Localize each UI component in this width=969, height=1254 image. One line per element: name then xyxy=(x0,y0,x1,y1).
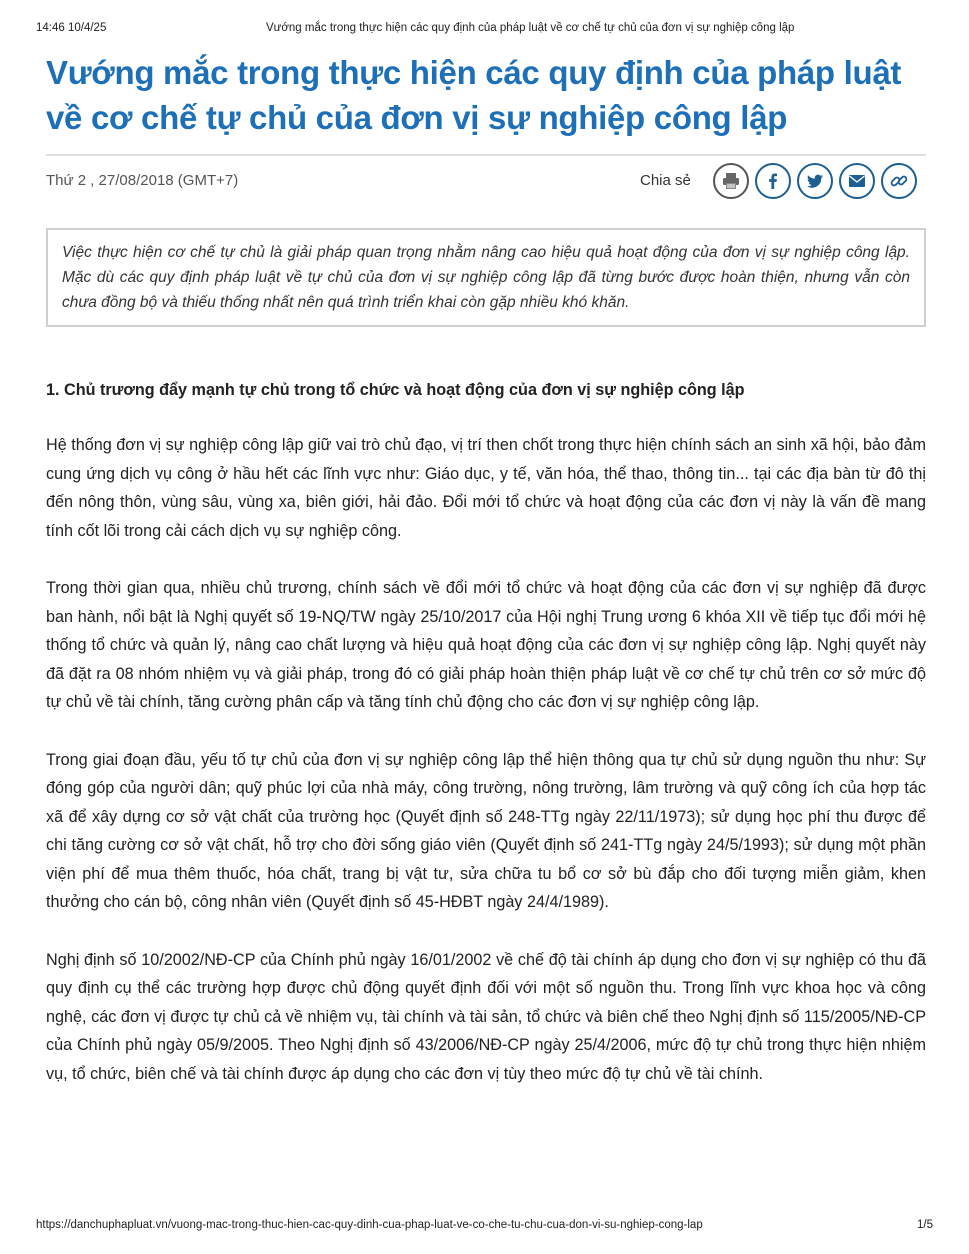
paragraph: Trong thời gian qua, nhiều chủ trương, chính sách về đổi mới tổ chức và hoạt động của các đơn vị sự nghiệp đã được ban hành, nổi bật là Nghị quyết số 19-NQ/TW ngày 25/10/2017 của Hội nghị Trung ương 6 khóa XII về tiếp tục đổi mới hệ thống tổ chức và quản lý, nâng cao chất lượng và hiệu quả hoạt động của các đơn vị sự nghiệp công lập. Nghị quyết này đã đặt ra 08 nhóm nhiệm vụ và giải pháp, trong đó có giải pháp hoàn thiện pháp luật về cơ chế tự chủ trên cơ sở mức độ tự chủ về tài chính, tăng cường phân cấp và tăng tính chủ động cho các đơn vị sự nghiệp công lập. xyxy=(46,579,926,711)
facebook-share-button[interactable] xyxy=(755,163,791,199)
publish-date: Thứ 2 , 27/08/2018 (GMT+7) xyxy=(46,172,239,189)
paragraph: Trong giai đoạn đầu, yếu tố tự chủ của đơn vị sự nghiệp công lập thể hiện thông qua tự chủ sử dụng nguồn thu như: Sự đóng góp của người dân; quỹ phúc lợi của nhà máy, công trường, nông trường, lâm trường và quỹ công ích của hợp tác xã để xây dựng cơ sở vật chất của trường học (Quyết định số 248-TTg ngày 22/11/1973); sử dụng học phí thu được để chi tăng cường cơ sở vật chất, hỗ trợ cho đời sống giáo viên (Quyết định số 241-TTg ngày 24/5/1993); sử dụng một phần viện phí để mua thêm thuốc, hóa chất, trang bị vật tư, sửa chữa tu bổ cơ sở bù đắp cho đối tượng miễn giảm, khen thưởng cho cán bộ, công nhân viên (Quyết định số 45-HĐBT ngày 24/4/1989). xyxy=(46,750,926,911)
email-share-button[interactable] xyxy=(839,163,875,199)
article-body xyxy=(46,376,926,1117)
print-icon xyxy=(721,171,741,191)
paragraph: Hệ thống đơn vị sự nghiệp công lập giữ vai trò chủ đạo, vị trí then chốt trong thực hiện chính sách an sinh xã hội, bảo đảm cung ứng dịch vụ công ở hầu hết các lĩnh vực như: Giáo dục, y tế, văn hóa, thể thao, thông tin... tại các địa bàn từ đô thị đến nông thôn, vùng sâu, vùng xa, biên giới, hải đảo. Đổi mới tổ chức và hoạt động của các đơn vị này là vấn đề mang tính cốt lõi trong cải cách dịch vụ sự nghiệp công. xyxy=(46,436,926,540)
twitter-share-button[interactable] xyxy=(797,163,833,199)
print-page-title: Vướng mắc trong thực hiện các quy định của pháp luật về cơ chế tự chủ của đơn vị sự nghiệp công lập xyxy=(266,22,795,34)
share-label: Chia sẻ xyxy=(640,172,691,189)
page-number: 1/5 xyxy=(917,1219,933,1231)
title-divider xyxy=(46,154,926,156)
print-header xyxy=(36,22,933,38)
section-heading: 1. Chủ trương đẩy mạnh tự chủ trong tổ chức và hoạt động của đơn vị sự nghiệp công lập xyxy=(46,381,745,399)
twitter-icon xyxy=(805,171,825,191)
page-url: https://danchuphapluat.vn/vuong-mac-trong-thuc-hien-cac-quy-dinh-cua-phap-luat-ve-co-che-tu-chu-cua-don-vi-su-nghiep-cong-lap xyxy=(36,1219,703,1231)
print-button[interactable] xyxy=(713,163,749,199)
article-title: Vướng mắc trong thực hiện các quy định của pháp luật về cơ chế tự chủ của đơn vị sự nghiệp công lập xyxy=(46,54,902,136)
article-summary: Việc thực hiện cơ chế tự chủ là giải pháp quan trọng nhằm nâng cao hiệu quả hoạt động của đơn vị sự nghiệp công lập. Mặc dù các quy định pháp luật về tự chủ của đơn vị sự nghiệp công lập đã từng bước được hoàn thiện, nhưng vẫn còn chưa đồng bộ và thiếu thống nhất nên quá trình triển khai còn gặp nhiều khó khăn. xyxy=(46,228,926,327)
link-icon xyxy=(889,171,909,191)
facebook-icon xyxy=(763,171,783,191)
share-bar xyxy=(713,163,917,199)
print-datetime: 14:46 10/4/25 xyxy=(36,22,107,34)
paragraph: Nghị định số 10/2002/NĐ-CP của Chính phủ ngày 16/01/2002 về chế độ tài chính áp dụng cho đơn vị sự nghiệp có thu đã quy định cụ thể các trường hợp được chủ động quyết định đối với một số nguồn thu. Trong lĩnh vực khoa học và công nghệ, các đơn vị được tự chủ cả về nhiệm vụ, tài chính và tài sản, tổ chức và biên chế theo Nghị định số 115/2005/NĐ-CP của Chính phủ ngày 05/9/2005. Theo Nghị định số 43/2006/NĐ-CP ngày 25/4/2006, mức độ tự chủ trong thực hiện nhiệm vụ, tổ chức, biên chế và tài chính được áp dụng cho các đơn vị tùy theo mức độ tự chủ về tài chính. xyxy=(46,950,926,1083)
copy-link-button[interactable] xyxy=(881,163,917,199)
email-icon xyxy=(847,171,867,191)
